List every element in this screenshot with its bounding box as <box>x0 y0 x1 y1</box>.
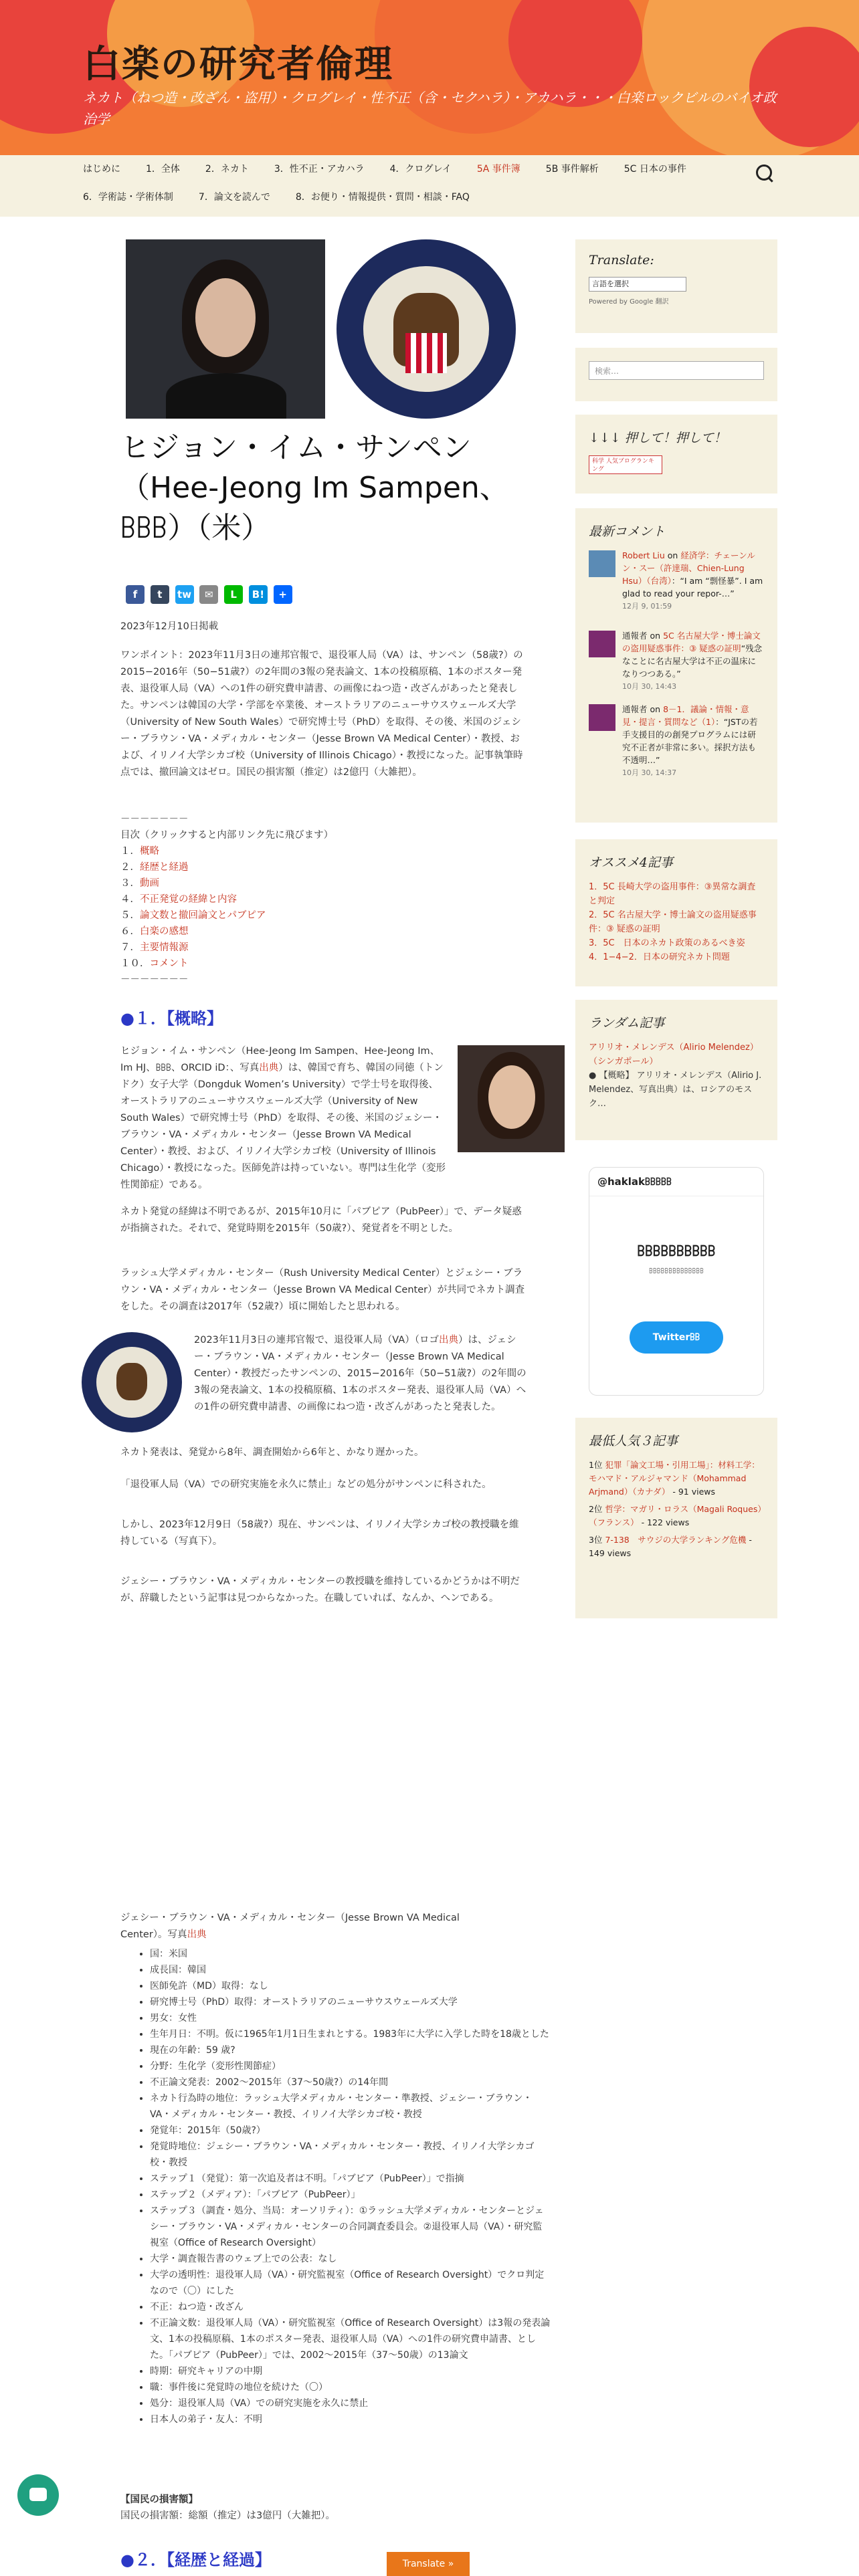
search-icon[interactable] <box>756 165 772 181</box>
nav-item[interactable]: 5B 事件解析 <box>545 164 599 175</box>
view-count: - 149 views <box>589 1535 752 1558</box>
toc-link[interactable]: 主要情報源 <box>140 942 189 953</box>
toc-link[interactable]: 経歴と経過 <box>140 862 189 873</box>
comment-item <box>589 629 764 703</box>
article-title: ヒジョン・イム・サンペン（Hee-Jeong Im Sampen、ꕗꕗꕗ）（米） <box>120 431 509 545</box>
paragraph: ネカト発覚の経緯は不明であるが、2015年10月に「パブピア（PubPeer）」で、データ疑惑が指摘された。それで、発覚時期を2015年（50歳?）、発覚者を不明とした。 <box>120 1206 522 1234</box>
source-link[interactable]: 出典 <box>187 1929 207 1940</box>
random-article-link[interactable]: アリリオ・メレンデス（Alirio Melendez）（シンガポール） <box>589 1043 759 1067</box>
comment-post-link[interactable]: 8－1．議論・情報・意見・提言・質問など（1） <box>622 704 749 727</box>
comment-quote: ：“I am “剽怪暴”. I am glad to read your repor-…” <box>622 576 763 599</box>
toc-item <box>120 859 529 875</box>
va-logo <box>82 1332 182 1432</box>
toc-item <box>120 875 529 891</box>
text-span: on <box>650 704 661 714</box>
toc-num: ４． <box>120 894 140 905</box>
nav-item[interactable]: 1．全体 <box>146 164 180 175</box>
twitter-widget <box>575 1154 777 1401</box>
random-article-excerpt: ● 【概略】 アリリオ・メレンデス（Alirio J. Melendez、写真出典）は、ロシアのモスク… <box>589 1071 762 1109</box>
ranking-widget <box>575 415 777 494</box>
search-widget <box>575 348 777 401</box>
twitter-button[interactable]: Twitterꕗꕗ <box>630 1321 723 1354</box>
random-article-widget <box>575 1000 777 1140</box>
toc-num: １０． <box>120 958 150 969</box>
nav-item[interactable]: 7．論文を読んで <box>198 192 270 203</box>
recommended-link[interactable]: 2．5C 名古屋大学・博士論文の盗用疑惑事件：③ 疑惑の証明 <box>589 910 757 934</box>
list-item: • 国：米国 <box>150 1946 551 1962</box>
image-caption <box>120 1910 495 1943</box>
recommended-link[interactable]: 4．1−4−2．日本の研究ネカト問題 <box>589 952 730 962</box>
nav-item[interactable]: 3．性不正・アカハラ <box>274 164 365 175</box>
popular-item <box>589 1503 764 1529</box>
shield-shape <box>405 333 447 373</box>
source-link[interactable]: 出典 <box>438 1335 458 1346</box>
toc-item <box>120 843 529 859</box>
toc-label: 目次（クリックすると内部リンク先に飛びます） <box>120 830 334 841</box>
avatar <box>589 704 615 731</box>
portrait-photo <box>126 239 325 419</box>
comment-text <box>622 703 764 779</box>
recommended-link[interactable]: 1．5C 長崎大学の盗用事件：③異常な調査と判定 <box>589 882 756 906</box>
popular-item <box>589 1533 764 1560</box>
toc-item <box>120 907 529 924</box>
site-header <box>0 0 859 155</box>
list-item: • 大学・調査報告書のウェブ上での公表：なし <box>150 2251 551 2267</box>
nav-item[interactable]: 4．クログレイ <box>389 164 452 175</box>
avatar <box>589 631 615 657</box>
recent-comments-widget <box>575 508 777 823</box>
text-span: ジェシー・ブラウン・VA・メディカル・センター（Jesse Brown VA Medical Center）。写真 <box>120 1913 460 1940</box>
body-shape <box>166 373 286 419</box>
popular-link[interactable]: 犯罪「論文工場・引用工場」：材料工学：モハマド・アルジャマンド（Mohammad Arjmand）（カナダ） <box>589 1460 760 1497</box>
widget-title: オススメ4記事 <box>589 855 673 870</box>
list-item: • 医師免許（MD）取得：なし <box>150 1978 551 1994</box>
widget-title: ランダム記事 <box>589 1016 665 1031</box>
nav-item[interactable]: 5C 日本の事件 <box>624 164 686 175</box>
list-item: • ネカト行為時の地位：ラッシュ大学メディカル・センター・準教授、ジェシー・ブラウン・VA・メディカル・センター・教授、イリノイ大学シカゴ校・教授 <box>150 2090 551 2123</box>
nav-item-active[interactable]: 5A 事件簿 <box>476 164 520 175</box>
recommended-link[interactable]: 3．5C 日本のネカト政策のあるべき姿 <box>589 938 745 948</box>
list-item: • ステップ２（メディア）：「パブピア（PubPeer）」 <box>150 2187 551 2203</box>
comment-text <box>622 629 764 693</box>
list-item: • 不正：ねつ造・改ざん <box>150 2299 551 2315</box>
list-item: • 成長国：韓国 <box>150 1962 551 1978</box>
popular-item <box>589 1459 764 1499</box>
twitter-card <box>589 1167 764 1396</box>
hatena-share-icon[interactable]: B! <box>249 585 268 604</box>
nav-item[interactable]: 8．お便り・情報提供・質問・相談・FAQ <box>295 192 470 203</box>
nav-item[interactable]: はじめに <box>83 164 120 175</box>
list-item: • 職：事件後に発覚時の地位を続けた（〇） <box>150 2379 551 2395</box>
va-seal-image <box>326 239 526 419</box>
comment-author: 通報者 <box>622 631 648 641</box>
view-count: - 91 views <box>672 1487 716 1497</box>
text-span: 2023年11月3日の連邦官報で、退役軍人局（VA）（ロゴ <box>194 1335 439 1346</box>
list-item: • 男女：女性 <box>150 2010 551 2026</box>
text-span: ）は、ジェシー・ブラウン・VA・メディカル・センター（Jesse Brown VA Medical Center）・教授だったサンペンの、2015−2016年（50−51歳?）の2年間の3報の発表論文、1本の投稿原稿、1本のポスター発表、退役軍人局（VA）への1件の研究費申請書、の画像にねつ造・改ざんがあったと発表した。 <box>194 1335 527 1412</box>
paragraph: ジェシー・ブラウン・VA・メディカル・センターの教授職を維持しているかどうかは不明だが、辞職したという記事は見つからなかった。在職していれば、なんか、へンである。 <box>120 1576 520 1604</box>
toc-link[interactable]: 不正発覚の経緯と内容 <box>140 894 237 905</box>
section-heading-2: ●２．【経歴と経過】 <box>120 2551 271 2569</box>
nav-row-2 <box>83 190 495 203</box>
comment-item <box>589 703 764 790</box>
list-item: • 大学の透明性：退役軍人局（VA）・研究監視室（Office of Research Oversight）でクロ判定なので（〇）にした <box>150 2267 551 2299</box>
face-shape <box>488 1065 535 1129</box>
line-share-icon[interactable]: L <box>224 585 243 604</box>
widget-title: 最新コメント <box>589 524 666 539</box>
language-select[interactable]: 言語を選択 <box>589 277 686 292</box>
twitter-heading: ꕗꕗꕗꕗꕗꕗꕗꕗꕗꕗ <box>637 1243 716 1260</box>
loss-heading: 【国民の損害額】 <box>120 2494 198 2505</box>
widget-title: ↓↓↓ 押して！押して！ <box>589 431 727 445</box>
rank-label: 1位 <box>589 1460 603 1470</box>
list-item: • 処分：退役軍人局（VA）での研究実施を永久に禁止 <box>150 2395 551 2411</box>
toc-num: １． <box>120 846 140 857</box>
list-item: • 現在の年齢：59 歳? <box>150 2042 551 2058</box>
popular-link[interactable]: 7-138 サウジの大学ランキング危機 <box>605 1535 747 1545</box>
paragraph: ラッシュ大学メディカル・センター（Rush University Medical Center）とジェシー・ブラウン・VA・メディカル・センター（Jesse Brown VA Medical Center）が共同でネカト調査をした。その調査は2017年（52歳?）頃に開始したと思われる。 <box>120 1268 525 1312</box>
facts-list <box>130 1946 551 2428</box>
view-count: - 122 views <box>641 1517 690 1527</box>
translate-bar-button[interactable]: Translate » <box>387 2552 470 2576</box>
nav-item[interactable]: 6．学術誌・学術体制 <box>83 192 173 203</box>
toc-item <box>120 891 529 907</box>
toc-item <box>120 940 529 956</box>
text-span: ヒジョン・イム・サンペン（Hee-Jeong Im Sampen、Hee-Jeong Im、Im HJ、ꕗꕗꕗ、ORCID iD：、写真 <box>120 1046 440 1073</box>
portrait-photo-small <box>458 1045 565 1152</box>
toc-num: ７． <box>120 942 140 953</box>
paragraph-announcement <box>194 1332 529 1416</box>
email-share-icon[interactable]: ✉ <box>199 585 218 604</box>
toc-link[interactable]: 論文数と撤回論文とパブピア <box>140 910 266 921</box>
nav-row-1 <box>83 162 712 175</box>
list-item: • 時期：研究キャリアの中期 <box>150 2363 551 2379</box>
comment-time: 10月 30, 14:43 <box>622 682 677 691</box>
comment-quote: “残念なことに名古屋大学は不正の温床になりつつある。” <box>622 643 763 679</box>
comment-author[interactable]: Robert Liu <box>622 550 665 560</box>
toc-divider: －－－－－－－ <box>120 814 189 825</box>
list-item: • 発覚時地位：ジェシー・ブラウン・VA・メディカル・センター・教授、イリノイ大学シカゴ校・教授 <box>150 2139 551 2171</box>
search-input[interactable]: 検索… <box>589 361 764 380</box>
recommended-list <box>589 880 764 964</box>
popular-widget <box>575 1418 777 1618</box>
twitter-sub: ꕗꕗꕗꕗꕗꕗꕗꕗꕗꕗꕗꕗꕗꕗ <box>648 1267 704 1275</box>
comment-time: 12月 9, 01:59 <box>622 602 672 611</box>
recommended-widget <box>575 839 777 986</box>
list-item: • ステップ３（調査・処分、当局：オーソリティ）：①ラッシュ大学メディカル・センターとジェシー・ブラウン・VA・メディカル・センターの合同調査委員会。②退役軍人局（VA）・研究監視室（Office of Research Oversight） <box>150 2203 551 2251</box>
tumblr-share-icon[interactable]: t <box>151 585 169 604</box>
main-nav <box>0 155 859 217</box>
toc-item <box>120 924 529 940</box>
list-item: • 発覚年：2015年（50歳?） <box>150 2123 551 2139</box>
share-bar <box>126 585 295 604</box>
popular-link[interactable]: 哲学：マガリ・ロラス（Magali Roques）（フランス） <box>589 1504 762 1527</box>
facebook-share-icon[interactable]: f <box>126 585 145 604</box>
toc-item <box>120 956 529 972</box>
comment-quote: ：“JSTの若手支援目的の創発プログラムには研究不正者が非常に多い。採択方法も不透明…” <box>622 717 758 765</box>
table-of-contents <box>120 811 529 988</box>
paragraph: ネカト発表は、発覚から8年、調査開始から6年と、かなり遅かった。 <box>120 1447 424 1458</box>
list-item: • ステップ１（発覚）：第一次追及者は不明。「パブピア（PubPeer）」で指摘 <box>150 2171 551 2187</box>
toc-num: ２． <box>120 862 140 873</box>
paragraph-intro <box>120 1043 447 1194</box>
translate-widget <box>575 239 777 333</box>
eagle-shape <box>116 1363 147 1400</box>
list-item: • 不正論文数：退役軍人局（VA）・研究監視室（Office of Research Oversight）は3報の発表論文、1本の投稿原稿、1本のポスター発表、退役軍人局（VA）への1件の研究費申請書、とした。「パブピア（PubPeer）」では、2002〜2015年（37〜50歳）の13論文 <box>150 2315 551 2363</box>
face-shape <box>195 278 256 357</box>
twitter-handle[interactable]: @haklakꕗꕗꕗꕗꕗ <box>589 1168 763 1196</box>
toc-num: ３． <box>120 878 140 889</box>
powered-by: Powered by Google 翻訳 <box>589 298 669 306</box>
post-date: 2023年12月10日掲載 <box>120 621 219 632</box>
comment-time: 10月 30, 14:37 <box>622 768 677 777</box>
twitter-share-icon[interactable]: tw <box>175 585 194 604</box>
rank-label: 3位 <box>589 1535 603 1545</box>
rank-label: 2位 <box>589 1504 603 1514</box>
site-description: ネカト（ねつ造・改ざん・盗用）・クログレイ・性不正（含・セクハラ）・アカハラ・・・白楽ロックビルのバイオ政治学 <box>83 90 777 127</box>
avatar <box>589 550 615 577</box>
comment-author: 通報者 <box>622 704 648 714</box>
ranking-badge[interactable]: 科学 人気ブログランキング <box>589 455 662 474</box>
toc-link[interactable]: 概略 <box>140 846 159 857</box>
text-span: on <box>650 631 661 641</box>
more-share-icon[interactable]: + <box>274 585 292 604</box>
comment-post-link[interactable]: 経済学：チェーンルン・スー（許達瑞、Chien-Lung Hsu）（台湾） <box>622 550 755 586</box>
nav-item[interactable]: 2．ネカト <box>205 164 249 175</box>
source-link[interactable]: 出典 <box>259 1063 279 1073</box>
comment-text <box>622 549 764 613</box>
list-item: • 生年月日：不明。仮に1965年1月1日生まれとする。1983年に大学に入学した時を18歳とした <box>150 2026 551 2042</box>
toc-link[interactable]: 白楽の感想 <box>140 926 189 937</box>
text-span: ）は、韓国で育ち、韓国の同徳（トンドク）女子大学（Dongduk Women’s University）で学士号を取得後、オーストラリアのニューサウスウェールズ大学（University of New South Wales）で研究博士号（PhD）を取得、その後、米国のジェシー・ブラウン・VA・メディカル・センター（Jesse Brown VA Medical Center）・教授、および、イリノイ大学シカゴ校（University of Illinois Chicago）・教授になった。医師免許は持っていない。専門は生化学（変形性関節症）である。 <box>120 1063 446 1190</box>
chat-icon[interactable] <box>17 2474 59 2516</box>
text-span: on <box>667 550 678 560</box>
loss-text: 国民の損害額：総額（推定）は3億円（大雑把）。 <box>120 2510 335 2521</box>
toc-link[interactable]: コメント <box>149 958 189 969</box>
toc-num: ６． <box>120 926 140 937</box>
section-heading-1: ●１．【概略】 <box>120 1009 223 1028</box>
paragraph: 「退役軍人局（VA）での研究実施を永久に禁止」などの処分がサンペンに科された。 <box>120 1479 492 1490</box>
toc-divider: －－－－－－－ <box>120 974 189 985</box>
onepoint-summary: ワンポイント：2023年11月3日の連邦官報で、退役軍人局（VA）は、サンペン（58歳?）の2015−2016年（50−51歳?）の2年間の3報の発表論文、1本の投稿原稿、1本のポスター発表、退役軍人局（VA）への1件の研究費申請書、の画像にねつ造・改ざんがあったと発表した。サンペンは韓国の大学・学部を卒業後、オーストラリアのニューサウスウェールズ大学（University of New South Wales）で研究博士号（PhD）を取得、その後、米国のジェシー・ブラウン・VA・メディカル・センター（Jesse Brown VA Medical Center）・教授、および、イリノイ大学シカゴ校（University of Illinois Chicago）・教授になった。記事執筆時点では、撤回論文はゼロ。国民の損害額（推定）は2億円（大雑把）。 <box>120 650 523 778</box>
site-title[interactable]: 白楽の研究者倫理 <box>83 42 393 86</box>
toc-num: ５． <box>120 910 140 921</box>
chat-bubble-shape <box>29 2488 47 2501</box>
paragraph: しかし、2023年12月9日（58歳?）現在、サンペンは、イリノイ大学シカゴ校の教授職を維持している（写真下）。 <box>120 1519 519 1547</box>
list-item: • 日本人の弟子・友人：不明 <box>150 2411 551 2428</box>
comment-post-link[interactable]: 5C 名古屋大学・博士論文の盗用疑惑事件：③ 疑惑の証明 <box>622 631 761 653</box>
list-item: • 不正論文発表：2002〜2015年（37〜50歳?）の14年間 <box>150 2074 551 2090</box>
comment-item <box>589 549 764 629</box>
list-item: • 分野：生化学（変形性関節症） <box>150 2058 551 2074</box>
widget-title: Translate: <box>589 253 654 267</box>
toc-link[interactable]: 動画 <box>140 878 159 889</box>
list-item: • 研究博士号（PhD）取得：オーストラリアのニューサウスウェールズ大学 <box>150 1994 551 2010</box>
widget-title: 最低人気３記事 <box>589 1434 678 1448</box>
